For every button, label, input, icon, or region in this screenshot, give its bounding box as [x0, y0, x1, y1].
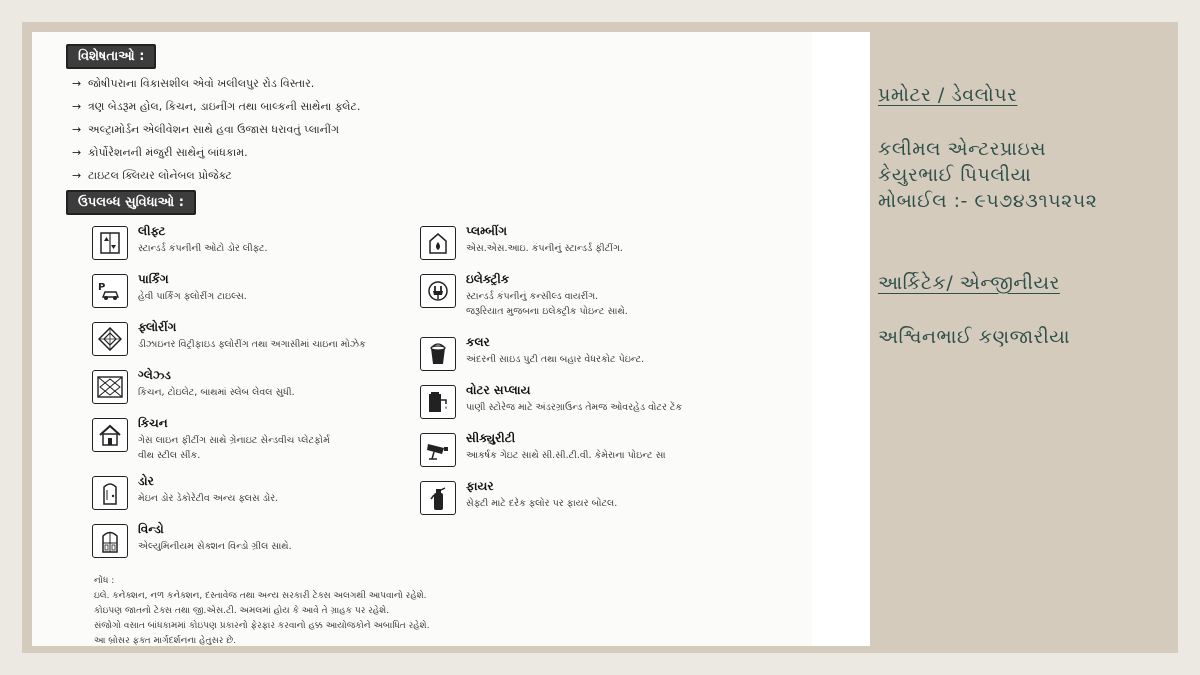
lift-icon: [92, 226, 128, 260]
amenities-header: ઉપલબ્ધ સુવિધાઓ :: [66, 190, 196, 215]
amenity-flooring: [92, 322, 432, 368]
paint-bucket-icon: [420, 337, 456, 371]
amenity-window: [92, 524, 432, 570]
brochure-image: [32, 32, 870, 646]
amenity-electric: [420, 274, 760, 320]
amenity-title: પ્લમ્બીંગ: [466, 224, 508, 238]
promoter-company: કલીમલ એન્ટરપ્રાઇસ: [878, 138, 1047, 160]
amenity-title: કિચન: [138, 416, 168, 430]
amenity-title: ઇલેક્ટ્રીક: [466, 272, 510, 286]
amenity-description: સ્ટાન્ડર્ડ કંપનીનું કન્સીલ્ડ વાયરીંગ. જરૂરિયાત મુજબના ઇલેક્ટ્રીક પોઇન્ટ સાથે.: [466, 291, 628, 317]
svg-text:P: P: [98, 282, 106, 293]
door-icon: [92, 476, 128, 510]
arrow-right-icon: →: [72, 169, 82, 182]
electric-plug-icon: [420, 274, 456, 308]
amenity-kitchen: [92, 418, 432, 464]
amenity-description: એસ.એસ.આઇ. કંપનીનું સ્ટાન્ડર્ડ ફીટીંગ.: [466, 243, 623, 254]
amenity-description: ડીઝાઇનર વિટ્રીફાઇડ ફ્લોરીંગ તથા અગાસીમાં ચાઇના મોઝેક: [138, 339, 366, 350]
amenity-plumbing: [420, 226, 760, 272]
amenity-title: ફ્લોરીંગ: [138, 320, 177, 334]
arrow-right-icon: →: [72, 146, 82, 159]
note-block: [94, 574, 429, 646]
amenity-door: [92, 476, 432, 522]
amenity-fire: [420, 481, 760, 527]
feature-item: → જોષીપરાના વિકાસશીલ એવો ખલીલપુર રોડ વિસ્તાર.: [72, 77, 315, 90]
note-label: નોંધ :: [94, 576, 115, 586]
feature-item: → ત્રણ બેડરૂમ હોલ, કિચન, ડાઇનીંગ તથા બાલ્કની સાથેના ફ્લેટ.: [72, 100, 361, 113]
arrow-right-icon: →: [72, 77, 82, 90]
amenity-title: સીક્યુરીટી: [466, 431, 516, 445]
amenity-description: સ્ટાન્ડર્ડ કંપનીની ઓટો ડોર લીફ્ટ.: [138, 243, 268, 254]
kitchen-icon: [92, 418, 128, 452]
promoter-heading: પ્રમોટર / ડેવલોપર: [878, 84, 1018, 106]
amenity-security: [420, 433, 760, 479]
feature-item: → ટાઇટલ ક્લિયર લોનેબલ પ્રોજેક્ટ: [72, 169, 232, 182]
amenity-description: પાણી સ્ટોરેજ માટે અંડરગ્રાઉન્ડ તેમજ ઓવરહેડ વોટર ટેંક: [466, 402, 683, 413]
note-line: આ બ્રોસર ફક્ત માર્ગદર્શનના હેતુસર છે.: [94, 636, 237, 646]
plumbing-icon: [420, 226, 456, 260]
note-line: સંજોગો વસાત બાંધકામમાં કોઇપણ પ્રકારનો ફેરફાર કરવાનો હક્ક આયોજકોને અબાધિત રહેશે.: [94, 621, 430, 631]
note-line: કોઇપણ જાતનો ટેક્સ તથા જી.એસ.ટી. અમલમાં હોય કે આવે તે ગ્રાહક પર રહેશે.: [94, 606, 390, 616]
architect-heading: આર્કિટેક/ એન્જીનીયર: [878, 272, 1060, 294]
water-supply-icon: [420, 385, 456, 419]
architect-name: અશ્વિનભાઈ કણજારીયા: [878, 326, 1071, 348]
arrow-right-icon: →: [72, 123, 82, 136]
features-header: વિશેષતાઓ :: [66, 44, 156, 69]
amenity-title: લીફ્ટ: [138, 224, 166, 238]
amenity-water-supply: [420, 385, 760, 431]
amenity-description: સેફ્ટી માટે દરેક ફ્લોર પર ફાયર બોટલ.: [466, 498, 618, 509]
amenity-title: ગ્લેઝ્ડ: [138, 368, 171, 382]
amenity-description: આકર્ષક ગેઇટ સાથે સી.સી.ટી.વી. કેમેરાના પોઇન્ટ સા: [466, 450, 666, 461]
amenity-title: વોટર સપ્લાય: [466, 383, 531, 397]
security-camera-icon: [420, 433, 456, 467]
amenity-lift: [92, 226, 432, 272]
amenity-description: ગેસ લાઇન ફીટીંગ સાથે ગ્રેનાઇટ સેન્ડવીચ પ્લેટફોર્મ વીથ સ્ટીલ સીંક.: [138, 435, 330, 461]
fire-extinguisher-icon: [420, 481, 456, 515]
amenity-description: મેઇન ડોર ડેકોરેટીવ અન્ય ફ્લસ ડોર.: [138, 493, 279, 504]
flooring-icon: [92, 322, 128, 356]
amenity-title: પાર્કિંગ: [138, 272, 169, 286]
amenity-title: ફાયર: [466, 479, 494, 493]
note-line: ઇલે. કનેક્શન, નળ કનેક્શન, દસ્તાવેજ તથા અન્ય સરકારી ટેક્સ અલગથી આપવાનો રહેશે.: [94, 591, 427, 601]
amenity-parking: [92, 274, 432, 320]
amenity-title: ડોર: [138, 474, 154, 488]
brochure-page: [32, 32, 812, 646]
amenity-paint: [420, 337, 760, 383]
amenity-description: હેવી પાર્કિંગ ફ્લોરીંગ ટાઇલ્સ.: [138, 291, 247, 302]
promoter-person: કેયુરભાઈ પિપલીયા: [878, 164, 1032, 186]
arrow-right-icon: →: [72, 100, 82, 113]
amenity-title: વિન્ડો: [138, 522, 164, 536]
amenity-description: અંદરની સાઇડ પુટી તથા બહાર વેધરકોટ પેઇન્ટ.: [466, 354, 645, 365]
amenity-title: કલર: [466, 335, 490, 349]
feature-item: → કોર્પોરેશનની મંજુરી સાથેનું બાંધકામ.: [72, 146, 248, 159]
amenity-description: કિચન, ટોઇલેટ, બાથમાં સ્લેબ લેવલ સુધી.: [138, 387, 295, 398]
window-icon: [92, 524, 128, 558]
promoter-mobile: મોબાઈલ :- ૯૫૭૪૩૧૫૨૫૨: [878, 190, 1098, 212]
amenity-glazed: [92, 370, 432, 416]
amenity-description: એલ્યુમિનીયમ સેક્શન વિન્ડો ગ્રીલ સાથે.: [138, 541, 292, 552]
parking-icon: [92, 274, 128, 308]
feature-item: → અલ્ટ્રામોર્ડન એલીવેશન સાથે હવા ઉજાસ ધરાવતું પ્લાનીંગ: [72, 123, 340, 136]
glazed-tiles-icon: [92, 370, 128, 404]
